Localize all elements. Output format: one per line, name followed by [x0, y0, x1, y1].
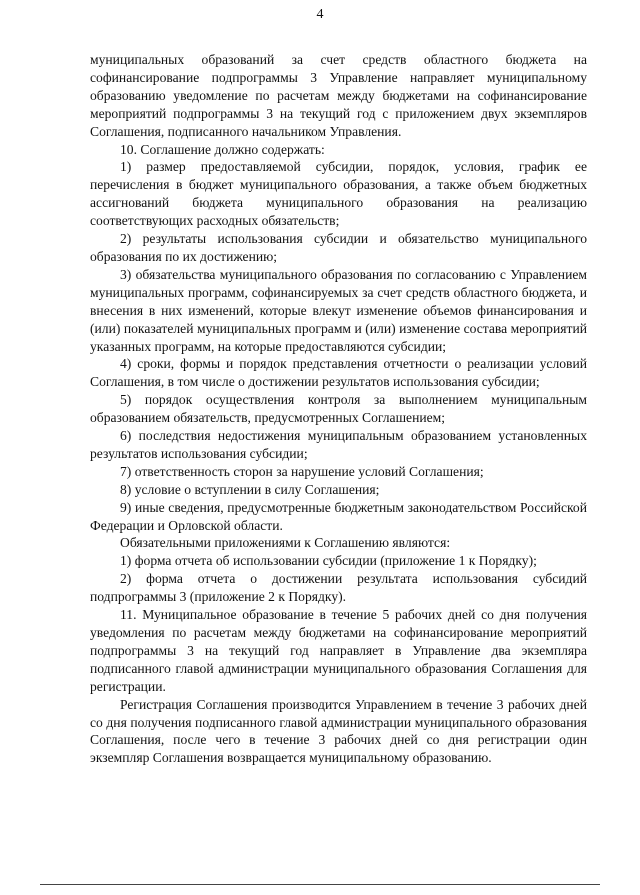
- paragraph-item-10-heading: 10. Соглашение должно содержать:: [120, 141, 325, 157]
- paragraph-subitem-1: 1) размер предоставляемой субсидии, порядок, условия, график ее перечисления в бюджет муниципального образования, а также объем бюджетных ассигнований бюджета муниципального образования на реализацию соответствующих расходных обязательств;: [90, 159, 587, 229]
- page-number: 4: [316, 7, 324, 22]
- paragraph-subitem-5: 5) порядок осуществления контроля за выполнением муниципальным образованием обязательств, предусмотренных Соглашением;: [90, 392, 587, 426]
- page-bottom-rule: [40, 884, 600, 885]
- paragraph-subitem-2: 2) результаты использования субсидии и обязательство муниципального образования по их достижению;: [90, 231, 587, 264]
- paragraph-subitem-3: 3) обязательства муниципального образования по согласованию с Управлением муниципальных программ, софинансируемых за счет средств областного бюджета, и внесения в них изменений, которые влекут изменение объемов финансирования и (или) показателей муниципальных программ и (или) изменение состава мероприятий указанных программ, на которые предоставляются субсидии;: [90, 266, 587, 354]
- paragraph-subitem-9: 9) иные сведения, предусмотренные бюджетным законодательством Российской Федерации и Орловской области.: [90, 499, 587, 533]
- paragraph-subitem-7: 7) ответственность сторон за нарушение условий Соглашения;: [120, 463, 484, 479]
- paragraph-registration: Регистрация Соглашения производится Управлением в течение 3 рабочих дней со дня получения подписанного главой администрации муниципального образования Соглашения, после чего в течение 3 рабочих дней со дня регистрации один экземпляр Соглашения возвращается муниципальному образованию.: [90, 696, 587, 766]
- paragraph-attachment-2: 2) форма отчета о достижении результата использования субсидий подпрограммы 3 (приложение 2 к Порядку).: [90, 571, 587, 605]
- paragraph-attachment-1: 1) форма отчета об использовании субсидии (приложение 1 к Порядку);: [120, 553, 537, 569]
- document-body: [90, 51, 587, 767]
- paragraph-item-11: 11. Муниципальное образование в течение 5 рабочих дней со дня получения уведомления по расчетам между бюджетами на софинансирование мероприятий подпрограммы 3 на текущий год направляет в Управление два экземпляра подписанного главой администрации муниципального образования Соглашения для регистрации.: [90, 607, 587, 694]
- paragraph-attachments-heading: Обязательными приложениями к Соглашению являются:: [120, 535, 451, 551]
- paragraph-subitem-6: 6) последствия недостижения муниципальным образованием установленных результатов использования субсидии;: [90, 428, 587, 461]
- paragraph-continuation: муниципальных образований за счет средств областного бюджета на софинансирование подпрограммы 3 Управление направляет муниципальному образованию уведомление по расчетам между бюджетами на софинансирование мероприятий подпрограммы 3 на текущий год с приложением двух экземпляров Соглашения, подписанного начальником Управления.: [90, 52, 587, 139]
- paragraph-subitem-8: 8) условие о вступлении в силу Соглашения;: [120, 481, 380, 497]
- paragraph-subitem-4: 4) сроки, формы и порядок представления отчетности о реализации условий Соглашения, в том числе о достижении результатов использования субсидии;: [90, 356, 587, 390]
